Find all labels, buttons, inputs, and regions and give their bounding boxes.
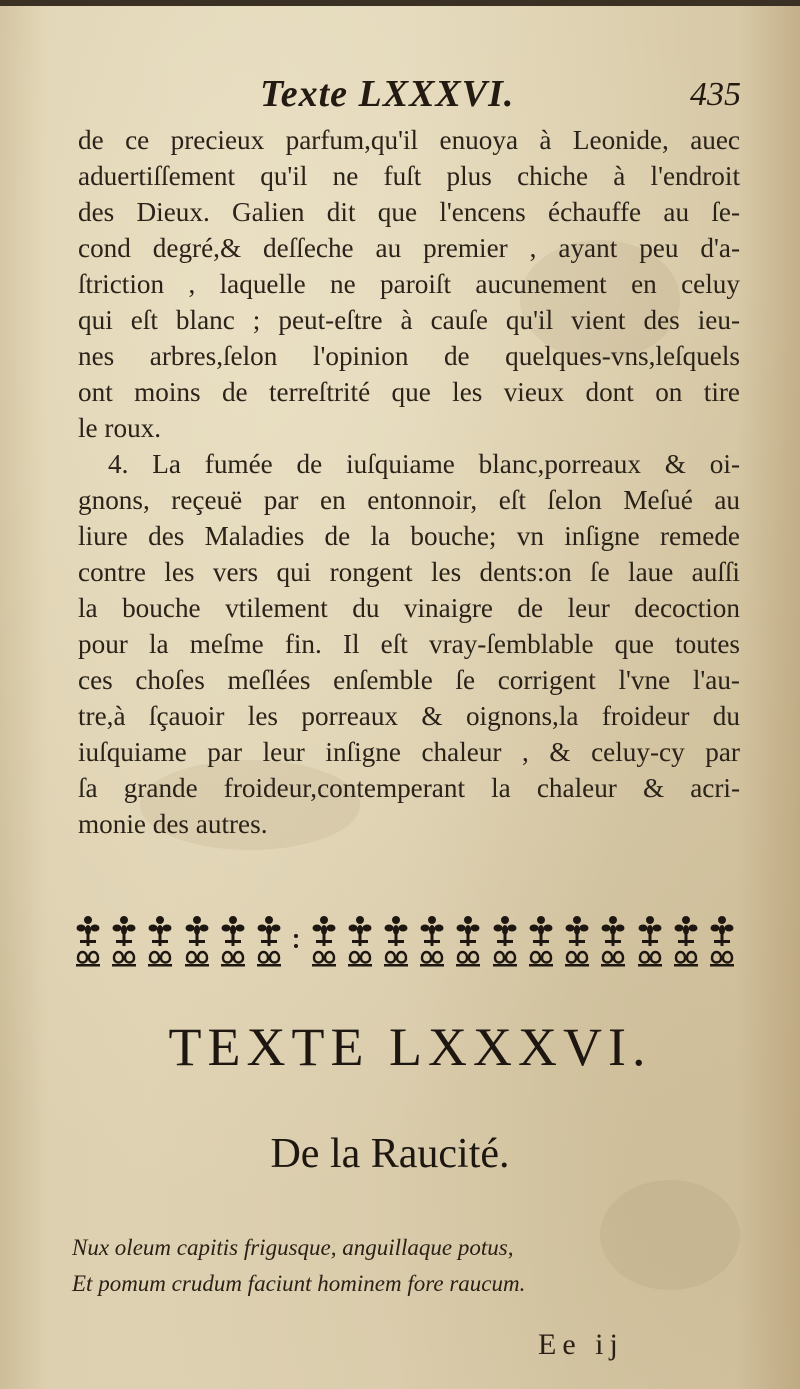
text-line: ces choſes meſlées enſemble ſe corrigent l'vne l'au-	[78, 665, 740, 695]
fleuron-icon	[384, 914, 408, 968]
page-top-edge	[0, 0, 800, 6]
running-head: Texte LXXXVI.	[260, 73, 515, 115]
page-number: 435	[690, 76, 741, 113]
fleuron-icon	[529, 914, 553, 968]
fleuron-icon	[638, 914, 662, 968]
text-line: contre les vers qui rongent les dents:on ſe laue auſſi	[78, 557, 740, 587]
fleuron-icon	[76, 914, 100, 968]
fleuron-icon	[710, 914, 734, 968]
verse-line: Et pomum crudum faciunt hominem fore raucum.	[72, 1271, 526, 1296]
section-subtitle: De la Raucité.	[270, 1131, 510, 1177]
fleuron-icon	[420, 914, 444, 968]
text-line: liure des Maladies de la bouche; vn inſigne remede	[78, 521, 740, 551]
signature-mark: Ee ij	[538, 1328, 624, 1361]
text-line: le roux.	[78, 413, 162, 443]
fleuron-icon	[674, 914, 698, 968]
text-line: gnons, reçeuë par en entonnoir, eſt ſelon Meſué au	[78, 485, 740, 515]
fleuron-icon	[221, 914, 245, 968]
text-line: nes arbres,ſelon l'opinion de quelques-vns,leſquels	[78, 341, 740, 371]
fleuron-icon	[257, 914, 281, 968]
ornament-dot-icon	[293, 914, 299, 968]
fleuron-icon	[456, 914, 480, 968]
fleuron-icon	[312, 914, 336, 968]
text-line: tre,à ſçauoir les porreaux & oignons,la froideur du	[78, 701, 740, 731]
text-line: ſtriction , laquelle ne paroiſt aucunement en celuy	[78, 269, 740, 299]
fleuron-icon	[565, 914, 589, 968]
fleuron-icon	[493, 914, 517, 968]
text-line: ſa grande froideur,contemperant la chaleur & acri-	[78, 773, 740, 803]
text-line: monie des autres.	[78, 809, 268, 839]
text-line: des Dieux. Galien dit que l'encens échauffe au ſe-	[78, 197, 740, 227]
text-line: iuſquiame par leur inſigne chaleur , & celuy-cy par	[78, 737, 740, 767]
text-line: pour la meſme fin. Il eſt vray-ſemblable que toutes	[78, 629, 740, 659]
paragraph-start-line: 4. La fumée de iuſquiame blanc,porreaux & oi-	[108, 449, 740, 479]
text-line: cond degré,& deſſeche au premier , ayant peu d'a-	[78, 233, 740, 263]
fleuron-ornament-row	[76, 912, 734, 970]
fleuron-icon	[185, 914, 209, 968]
section-title: TEXTE LXXXVI.	[168, 1017, 652, 1077]
latin-verse	[72, 1230, 732, 1302]
text-line: qui eſt blanc ; peut-eſtre à cauſe qu'il vient des ieu-	[78, 305, 740, 335]
fleuron-icon	[348, 914, 372, 968]
text-line: de ce precieux parfum,qu'il enuoya à Leonide, auec	[78, 125, 740, 155]
text-line: ont moins de terreſtrité que les vieux dont on tire	[78, 377, 740, 407]
fleuron-icon	[601, 914, 625, 968]
body-text	[78, 122, 740, 842]
page-header	[0, 72, 800, 122]
text-line: la bouche vtilement du vinaigre de leur decoction	[78, 593, 740, 623]
text-line: aduertiſſement qu'il ne fuſt plus chiche à l'endroit	[78, 161, 740, 191]
verse-line: Nux oleum capitis frigusque, anguillaque potus,	[72, 1235, 514, 1260]
fleuron-icon	[148, 914, 172, 968]
fleuron-icon	[112, 914, 136, 968]
